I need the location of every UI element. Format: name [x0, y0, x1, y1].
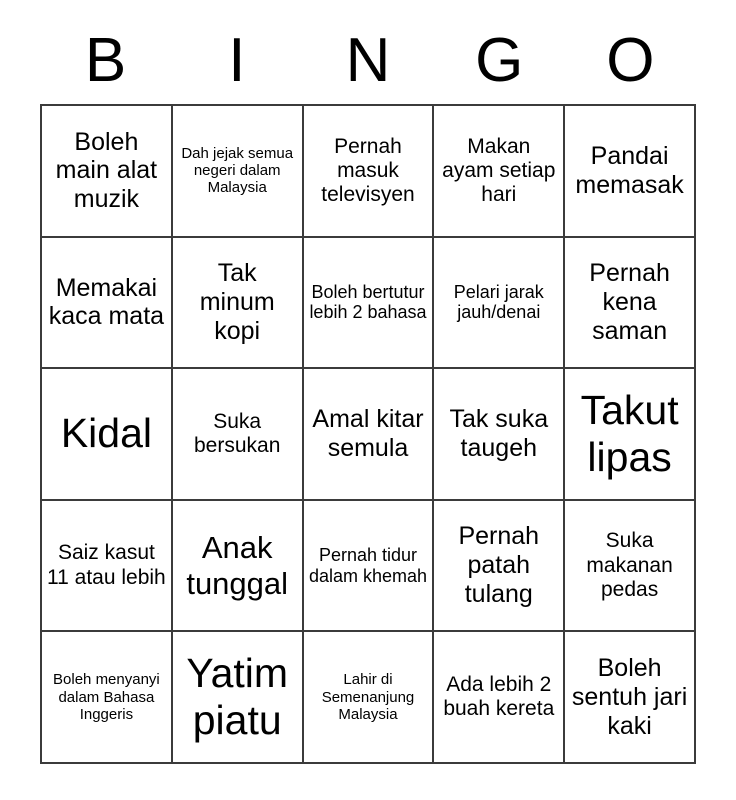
bingo-cell-r3c1[interactable] — [42, 369, 173, 501]
bingo-cell-r4c5[interactable] — [565, 501, 696, 633]
bingo-cell-r5c4[interactable] — [434, 632, 565, 764]
bingo-cell-text: Suka makanan pedas — [586, 529, 673, 601]
bingo-cell-text: Ada lebih 2 buah kereta — [443, 673, 555, 721]
bingo-cell-text: Tak suka taugeh — [449, 405, 549, 462]
bingo-cell-text: Kidal — [60, 410, 152, 457]
bingo-cell-text: Pernah kena saman — [589, 259, 670, 345]
bingo-cell-r4c3[interactable] — [304, 501, 435, 633]
bingo-cell-r2c2[interactable] — [173, 238, 304, 370]
bingo-cell-text: Takut lipas — [580, 386, 679, 480]
bingo-cell-text: Saiz kasut 11 atau lebih — [47, 541, 166, 589]
bingo-cell-text: Memakai kaca mata — [48, 273, 165, 331]
bingo-cell-text: Pernah masuk televisyen — [321, 134, 415, 206]
bingo-cell-text: Dah jejak semua negeri dalam Malaysia — [181, 144, 294, 197]
bingo-cell-text: Boleh bertutur lebih 2 bahasa — [309, 281, 427, 323]
bingo-grid — [40, 104, 696, 764]
bingo-cell-r3c2[interactable] — [173, 369, 304, 501]
bingo-cell-r2c5[interactable] — [565, 238, 696, 370]
bingo-cell-text: Boleh menyanyi dalam Bahasa Inggeris — [53, 671, 160, 723]
bingo-cell-text: Yatim piatu — [186, 650, 289, 744]
bingo-cell-r3c3[interactable] — [304, 369, 435, 501]
bingo-cell-r4c4[interactable] — [434, 501, 565, 633]
bingo-cell-r2c1[interactable] — [42, 238, 173, 370]
header-letter-i: I — [228, 26, 246, 95]
bingo-cell-r3c5[interactable] — [565, 369, 696, 501]
bingo-cell-text: Amal kitar semula — [312, 405, 424, 462]
bingo-cell-r4c1[interactable] — [42, 501, 173, 633]
bingo-cell-r1c5[interactable] — [565, 106, 696, 238]
bingo-cell-r2c3[interactable] — [304, 238, 435, 370]
bingo-header — [40, 0, 696, 96]
bingo-cell-text: Anak tunggal — [186, 529, 289, 601]
header-letter-g: G — [475, 26, 524, 95]
bingo-cell-r5c5[interactable] — [565, 632, 696, 764]
bingo-cell-r5c2[interactable] — [173, 632, 304, 764]
bingo-cell-text: Pelari jarak jauh/denai — [453, 281, 544, 323]
bingo-cell-r4c2[interactable] — [173, 501, 304, 633]
bingo-cell-text: Tak minum kopi — [199, 259, 275, 345]
bingo-cell-text: Pernah tidur dalam khemah — [308, 544, 428, 586]
header-letter-n: N — [345, 26, 391, 95]
bingo-cell-r5c3[interactable] — [304, 632, 435, 764]
bingo-cell-text: Boleh sentuh jari kaki — [571, 654, 688, 740]
bingo-cell-text: Pandai memasak — [575, 142, 684, 199]
header-letter-b: B — [84, 26, 127, 95]
bingo-cell-text: Boleh main alat muzik — [55, 127, 158, 214]
bingo-cell-r1c4[interactable] — [434, 106, 565, 238]
bingo-cell-r1c3[interactable] — [304, 106, 435, 238]
bingo-cell-text: Lahir di Semenanjung Malaysia — [321, 671, 415, 723]
bingo-cell-text: Pernah patah tulang — [458, 522, 540, 608]
bingo-cell-r3c4[interactable] — [434, 369, 565, 501]
bingo-cell-r1c1[interactable] — [42, 106, 173, 238]
bingo-cell-text: Suka bersukan — [194, 409, 281, 457]
header-letter-o: O — [606, 26, 655, 95]
bingo-cell-r5c1[interactable] — [42, 632, 173, 764]
bingo-cell-r2c4[interactable] — [434, 238, 565, 370]
bingo-cell-text: Makan ayam setiap hari — [442, 134, 556, 206]
bingo-cell-r1c2[interactable] — [173, 106, 304, 238]
